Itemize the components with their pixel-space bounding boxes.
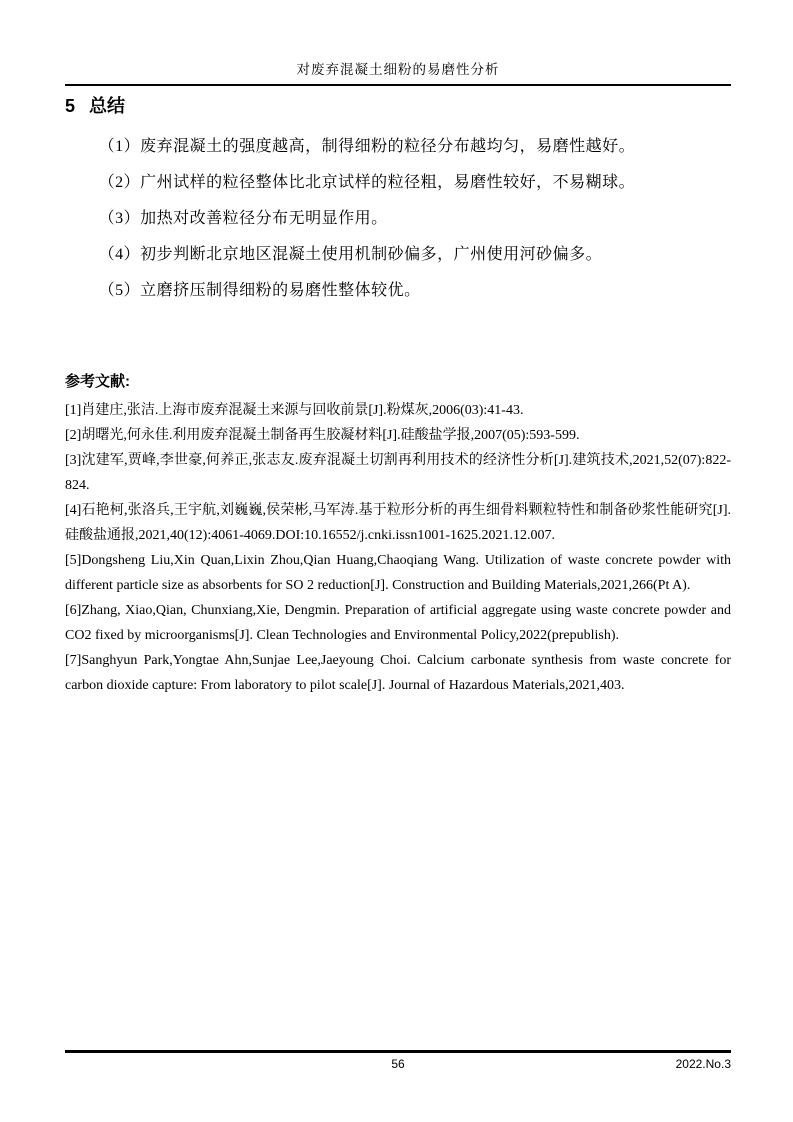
reference-item: [5]Dongsheng Liu,Xin Quan,Lixin Zhou,Qian Huang,Chaoqiang Wang. Utilization of waste concrete powder with different particle size as absorbents for SO 2 reduction[J]. Construction and Building Materials,2021,266(Pt A). — [65, 553, 731, 593]
conclusion-item: （5）立磨挤压制得细粉的易磨性整体较优。 — [98, 282, 421, 299]
page-content — [65, 0, 731, 698]
section-number: 5 — [65, 96, 76, 116]
references-section — [65, 373, 731, 698]
conclusion-item: （1）废弃混凝土的强度越高，制得细粉的粒径分布越均匀，易磨性越好。 — [98, 138, 636, 155]
reference-item: [1]肖建庄,张洁.上海市废弃混凝土来源与回收前景[J].粉煤灰,2006(03):41-43. — [65, 403, 524, 418]
reference-item: [2]胡曙光,何永佳.利用废弃混凝土制备再生胶凝材料[J].硅酸盐学报,2007(05):593-599. — [65, 428, 580, 443]
references-heading: 参考文献: — [65, 373, 130, 390]
page-number: 56 — [391, 1057, 405, 1071]
reference-item: [3]沈建军,贾峰,李世豪,何养正,张志友.废弃混凝土切割再利用技术的经济性分析[J].建筑技术,2021,52(07):822-824. — [65, 453, 731, 493]
page-footer — [65, 1050, 731, 1071]
conclusion-item: （3）加热对改善粒径分布无明显作用。 — [98, 210, 388, 227]
section-title: 总结 — [89, 96, 126, 116]
conclusion-item: （2）广州试样的粒径整体比北京试样的粒径粗，易磨性较好，不易糊球。 — [98, 174, 636, 191]
conclusion-item: （4）初步判断北京地区混凝土使用机制砂偏多，广州使用河砂偏多。 — [98, 246, 603, 263]
footer-row — [65, 1053, 731, 1071]
reference-item: [7]Sanghyun Park,Yongtae Ahn,Sunjae Lee,Jaeyoung Choi. Calcium carbonate synthesis from waste concrete for carbon dioxide capture: From laboratory to pilot scale[J]. Journal of Hazardous Materials,2021,403. — [65, 653, 731, 693]
running-title: 对废弃混凝土细粉的易磨性分析 — [65, 0, 731, 86]
conclusion-list — [65, 137, 731, 301]
reference-item: [6]Zhang, Xiao,Qian, Chunxiang,Xie, Dengmin. Preparation of artificial aggregate using waste concrete powder and CO2 fixed by microorganisms[J]. Clean Technologies and Environmental Policy,2022(prepublish). — [65, 603, 731, 643]
section-heading — [65, 95, 731, 117]
reference-item: [4]石艳柯,张洛兵,王宇航,刘巍巍,侯荣彬,马军涛.基于粒形分析的再生细骨料颗粒特性和制备砂浆性能研究[J].硅酸盐通报,2021,40(12):4061-4069.DOI:10.16552/j.cnki.issn1001-1625.2021.12.007. — [65, 503, 731, 543]
issue-number: 2022.No.3 — [675, 1057, 731, 1071]
